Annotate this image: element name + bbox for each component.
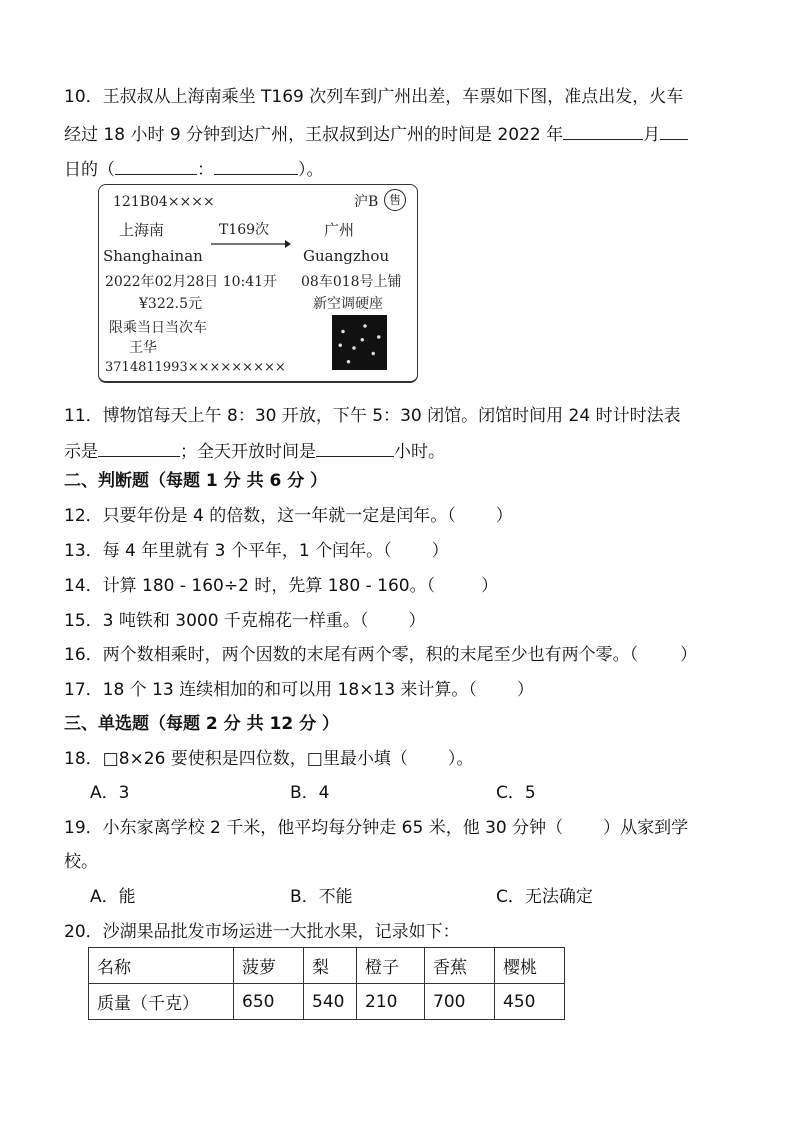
q12-close: ） [495, 506, 513, 526]
ticket-office: 沪B [354, 194, 379, 210]
q15-text: 15．3 吨铁和 3000 千克棉花一样重。（ [64, 611, 369, 631]
q18-text: 18．□8×26 要使积是四位数，□里最小填（ [64, 749, 408, 769]
q14-text: 14．计算 180 - 160÷2 时，先算 180 - 160。（ [64, 576, 436, 596]
ticket-seat: 08车018号上铺 [301, 274, 402, 290]
q10-line1: 10．王叔叔从上海南乘坐 T169 次列车到广州出差，车票如下图，准点出发，火车 [64, 87, 684, 107]
q10-month-blank[interactable] [563, 122, 643, 140]
table-header-cell: 名称 [89, 948, 234, 984]
q10-close: ）。 [298, 160, 324, 180]
q11-text-a: 示是 [64, 442, 98, 462]
ticket-class: 新空调硬座 [313, 296, 383, 312]
q10-line2 [64, 122, 688, 146]
q19-option-a[interactable]: A．能 [90, 887, 136, 907]
qr-code [332, 315, 387, 370]
q11-hours-blank[interactable] [316, 439, 394, 457]
q10-day-blank[interactable] [660, 122, 688, 140]
ticket-code: 121B04×××× [113, 194, 215, 210]
ticket-datetime: 2022年02月28日 10:41开 [105, 274, 278, 290]
q10-minute-blank[interactable] [214, 157, 298, 175]
q18-option-b[interactable]: B．4 [290, 783, 330, 803]
ticket-from-cn: 上海南 [119, 221, 165, 239]
q10-line2-text: 经过 18 小时 9 分钟到达广州，王叔叔到达广州的时间是 2022 年 [64, 125, 564, 145]
q16 [64, 644, 697, 666]
table-header-cell: 橙子 [357, 948, 425, 984]
q10-month-label: 月 [643, 125, 661, 145]
q13-close: ） [431, 541, 449, 561]
q19-line2: 校。 [64, 852, 98, 872]
q11-text-c: 小时。 [394, 442, 445, 462]
table-cell: 质量（千克） [89, 984, 234, 1020]
table-header-cell: 菠萝 [234, 948, 304, 984]
q16-close: ） [680, 645, 698, 665]
q11-text-b: ；全天开放时间是 [180, 442, 316, 462]
ticket-train-no: T169次 [219, 222, 270, 238]
q19-option-c[interactable]: C．无法确定 [496, 887, 593, 907]
q19-text-a: 19．小东家离学校 2 千米，他平均每分钟走 65 米，他 30 分钟（ [64, 818, 564, 838]
q10-colon: ： [197, 160, 214, 180]
q20-text: 20．沙湖果品批发市场运进一大批水果，记录如下： [64, 922, 460, 942]
q16-text: 16．两个数相乘时，两个因数的末尾有两个零，积的末尾至少也有两个零。（ [64, 645, 639, 665]
table-cell: 210 [357, 984, 425, 1020]
table-header-cell: 香蕉 [425, 948, 495, 984]
train-ticket [98, 184, 418, 383]
ticket-limit: 限乘当日当次车 [109, 320, 207, 336]
q10-hour-blank[interactable] [115, 157, 197, 175]
table-cell: 540 [304, 984, 357, 1020]
q18 [64, 748, 473, 770]
section-3-title: 三、单选题（每题 2 分 共 12 分 ） [64, 714, 339, 734]
ticket-to-cn: 广州 [324, 221, 355, 239]
table-header-cell: 梨 [304, 948, 357, 984]
q14-close: ） [481, 576, 499, 596]
q11-line2 [64, 439, 445, 463]
q17-close: ） [516, 680, 534, 700]
q12-text: 12．只要年份是 4 的倍数，这一年就一定是闰年。（ [64, 506, 456, 526]
q13 [64, 540, 449, 562]
q11-line1: 11．博物馆每天上午 8：30 开放，下午 5：30 闭馆。闭馆时间用 24 时计时法表 [64, 406, 681, 426]
section-2-title: 二、判断题（每题 1 分 共 6 分 ） [64, 471, 328, 491]
q19-line1 [64, 817, 688, 839]
table-cell: 450 [495, 984, 565, 1020]
q18-close: ）。 [447, 749, 474, 769]
ticket-from-en: Shanghainan [103, 247, 203, 265]
ticket-passenger-name: 王华 [129, 340, 157, 356]
q14 [64, 575, 498, 597]
arrow-right-icon [211, 239, 291, 249]
q18-option-a[interactable]: A．3 [90, 783, 130, 803]
ticket-price: ¥322.5元 [139, 296, 202, 312]
table-cell: 650 [234, 984, 304, 1020]
table-row [89, 984, 565, 1020]
ticket-sale-stamp: 售 [384, 189, 406, 211]
q15 [64, 610, 425, 632]
q12 [64, 505, 513, 527]
fruit-table [88, 947, 565, 1020]
table-cell: 700 [425, 984, 495, 1020]
q10-day-label: 日的（ [64, 160, 115, 180]
table-header-row [89, 948, 565, 984]
q13-text: 13．每 4 年里就有 3 个平年，1 个闰年。（ [64, 541, 392, 561]
q17 [64, 679, 534, 701]
table-header-cell: 樱桃 [495, 948, 565, 984]
q19-option-b[interactable]: B．不能 [290, 887, 353, 907]
ticket-id-number: 3714811993××××××××× [105, 360, 286, 375]
q18-option-c[interactable]: C．5 [496, 783, 536, 803]
q19-text-b: ）从家到学 [603, 818, 689, 838]
q10-line3 [64, 157, 324, 181]
q11-closing-time-blank[interactable] [98, 439, 180, 457]
ticket-to-en: Guangzhou [303, 247, 390, 265]
q15-close: ） [408, 611, 426, 631]
q17-text: 17．18 个 13 连续相加的和可以用 18×13 来计算。（ [64, 680, 477, 700]
